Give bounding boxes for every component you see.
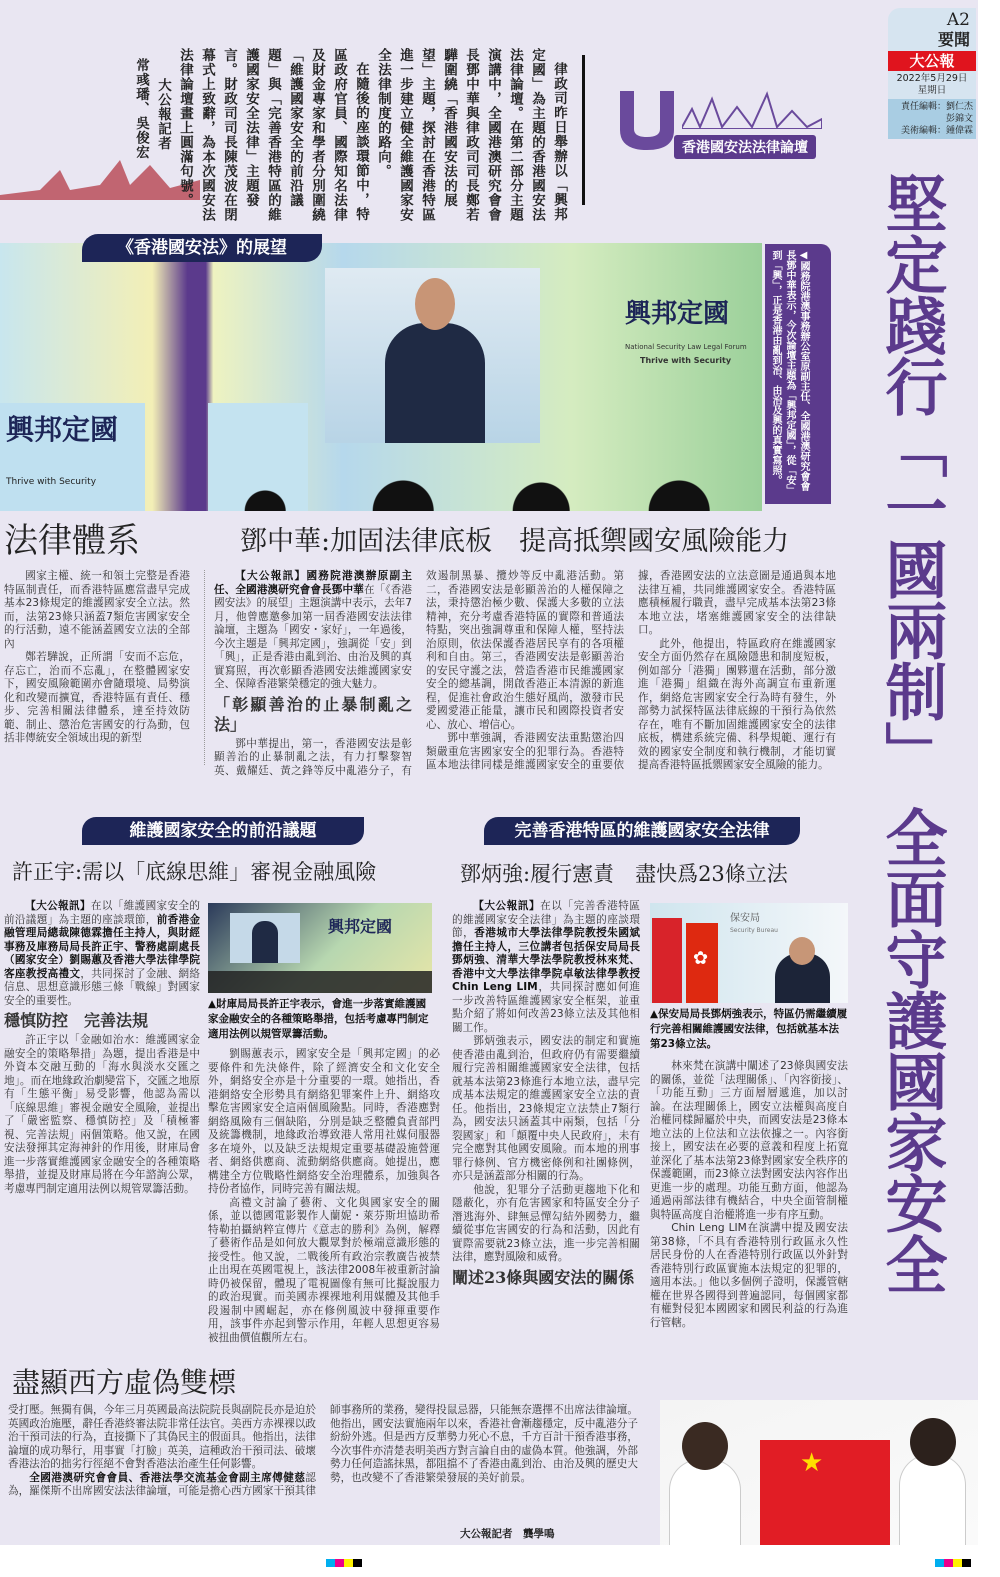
bottom-headline: 盡顯西方虛偽雙標: [12, 1366, 237, 1399]
hui-photo-caption: ▲財庫局局長許正宇表示，會進一步落實維護國家金融安全的各種策略舉措，包括考慮專門制定適用法例以規管眾籌活動。: [208, 998, 429, 1040]
forum-emblem-icon: [612, 85, 682, 155]
hui-headline: 許正宇:需以「底線思維」審視金融風險: [12, 860, 377, 884]
audience: [210, 466, 762, 511]
intro-rule: [582, 55, 585, 205]
deng-headline: 鄧中華:加固法律底板 提高抵禦國安風險能力: [240, 526, 790, 557]
section-name: 要聞: [937, 30, 970, 49]
photo-caption: ◀國務院港澳事務辦公室原副主任、全國港澳研究會會長鄧中華表示，今次論壇主題為「興邦定國」，從「安」到「興」，正是香港由亂到治、由治及興的真實寫照。: [765, 244, 831, 504]
print-color-bar-left: [326, 1552, 362, 1571]
bottom-story-body: 受打壓。無獨有偶，今年三月英國最高法院院長與副院長亦是迫於英國政治施壓，辭任香港終審法院非常任法官。美西方赤裸裸以政治干預司法的行為，直接撕下了其偽民主的假面具。他指出，法律論壇的成功舉行，用事實「打臉」英美，這種政治干預司法、破壞香港法治的拙劣行徑絕不會對香港法治產生任何影響。 全國港澳研究會會員、香港法學交流基金會副主席傅健慈認為，羅傑斯不出席國安法法律論壇，可能是擔心西方國家干預其律師事務所的業務，變得投鼠忌器，只能無奈選擇不出席法律論壇。他指出，國安法實施兩年以來，香港社會漸趨穩定，反中亂港分子紛紛外逃。但是西方反華勢力死心不息，千方百計干預香港事務，今次事件亦清楚表明美西方對言論自由的虛偽本質。他強調，外部勢力任何造謠抹黑，都阻擋不了香港由亂到治、由治及興的歷史大勢，也改變不了香港繁榮發展的美好前景。: [8, 1404, 638, 1497]
bottom-byline: 大公報記者 龔學鳴: [460, 1528, 555, 1540]
forum-photo: 興邦定國 National Security Law Legal Forum Thrive with Security 興邦定國 Thrive with Security: [0, 243, 762, 511]
tang-photo-caption: ▲保安局局長鄧炳強表示，特區仍需繼續履行完善相關維護國安法律，包括就基本法第23條立法。: [650, 1008, 848, 1050]
masthead: [888, 8, 976, 139]
hui-photo: 興邦定國: [208, 903, 432, 993]
deng-subhead: 「彰顯善治的止暴制亂之法」: [214, 694, 412, 734]
section-bar-law: 完善香港特區的維護國家安全法律: [484, 817, 800, 845]
tang-story-body-col2: 林來梵在演講中闡述了23條與國安法的關係，並從「法理關係」、「內容銜接」、「功能互動」三方面層層遞進，加以討論。在法理關係上，國安立法權與高度自治權同樣歸屬於中央，而國安法是23條本地立法的上位法和立法依據之一。內容銜接上，國安法在必要的意義和程度上拓寬並深化了基本法第23條對國家安全秩序的保護範圍，而23條立法對國安法內容作出更進一步的處理。功能互動方面，他認為通過兩部法律有機結合，中央全面管制權與特區高度自治權將進一步有序互動。 Chin Leng LIM在演講中提及國安法第38條，「不具有香港特別行政區永久性居民身份的人在香港特別行政區以外針對香港特別行政區實施本法規定的犯罪的，適用本法。」他以多個例子證明，保護管轄權在世界各國得到普遍認同，每個國家都有權對侵犯本國國家和國民利益的行為進行管轄。: [650, 1060, 848, 1329]
tang-headline: 鄧炳強:履行憲責 盡快爲23條立法: [460, 862, 788, 886]
page-number: A2: [946, 10, 970, 30]
left-story-body: 國家主權、統一和領土完整是香港特區制責任，而香港特區應當盡早完成基本23條規定的維護國家安全立法。然而，法第23條只涵蓋7類危害國家安全的行活動，遠不能涵蓋國安立法的全部內 鄭若驊說，正所謂「安而不忘危，存忘亡，治而不忘亂」，在整體國家安下，國安風險範圍亦會隨環境、局勢演化和改變而擴寬，香港特區有責任、穩步、完善相關法律體系，達至持效防範、制止、懲治危害國安的行為動，包括非傳統安全領域出現的新型: [4, 570, 190, 744]
podium-left: 興邦定國 Thrive with Security: [0, 403, 145, 511]
children-flag-photo: [660, 1400, 978, 1545]
paper-logo: 大公報: [888, 51, 976, 71]
hui-story-body-col2: 劉賜蕙表示，國家安全是「興邦定國」的必要條件和先決條件，除了經濟安全和文化安全外，網絡安全亦是十分重要的一環。她指出，香港網絡安全形勢具有網絡犯罪案件上升、網絡攻擊危害國家安全這兩個風險點。同時，香港應對網絡風險有三個缺陷，分別是缺乏整體負責部門及統籌機制，地緣政治導致港人常用社媒伺服器多在境外，以及缺乏法規規定重要基礎設施營運者、網絡供應商、流動網絡供應商。她提出，應構建全方位戰略性網絡安全治理體系，加強與各持份者協作，同時完善有關法規。 高禮文討論了藝術、文化與國家安全的關係，並以德國電影製作人蘭妮・萊芬斯坦協助希特勒拍攝納粹宣傳片《意志的勝利》為例，解釋了藝術作品是如何放大觀眾對於極端意識形態的接受性。他又說，二戰後所有政治宗教廣告被禁止出現在英國電視上，該法律2008年被重新討論時仍被保留，體現了電視圖像有無可比擬說服力的政治現實。而美國赤裸裸地利用媒體及其他手段遏制中國崛起，亦在修例風波中發揮重要作用，該事件亦起到警示作用，年輕人思想更容易被扭曲價值觀所左右。: [208, 1048, 440, 1344]
hui-story-body: 【大公報訊】在以「維護國家安全的前沿議題」為主題的座談環節，前香港金融管理局總裁陳德霖擔任主持人，與財經事務及庫務局局長許正宇、警務處副處長（國家安全）劉賜蕙及香港大學法律學院客座教授高禮文，共同探討了金融、網絡信息、思想意識形態三條「戰線」對國家安全的重要性。 穩慎防控 完善法規 許正宇以「金融如治水：維護國家金融安全的策略舉措」為題，提出香港是中外資本交融互動的「海水與淡水交匯之地」。而在地緣政治劇變當下，交匯之地原有「生態平衡」易受影響，他認為需以「底線思維」審視金融安全風險，並提出了「嚴密監察、穩慎防控」及「積極審視、完善法規」兩個策略。他又說，在國安法發揮其定海神針的作用後，財庫局會進一步落實維護國家金融安全的各種策略舉措，並提及財庫局將在今年諮詢公眾，考慮專門制定適用法例以規管眾籌活動。: [4, 900, 200, 1195]
flag-china: [652, 918, 682, 1003]
print-color-bar-right: [935, 1552, 971, 1571]
editors: 責任編輯：劉仁杰 彭錦文 美術編輯：鍾偉霖: [888, 99, 976, 139]
left-headline: 法律體系: [4, 521, 140, 561]
stage-sign: 興邦定國: [625, 299, 730, 329]
speaker-screen: [325, 268, 540, 443]
deng-story-body: 【大公報訊】國務院港澳辦原副主任、全國港澳研究會會長鄧中華在「《香港國安法》的展望」主題演講中表示，去年7月，他曾應邀參加第一屆香港國安法法律論壇，主題為「國安・家好」，一年過後，今次主題是「興邦定國」，強調從「安」到「興」，正是香港由亂到治、由治及興的真實寫照，再次彰顯香港國安法維護國家安全、保障香港繁榮穩定的強大魅力。 「彰顯善治的止暴制亂之法」 鄧中華提出，第一，香港國安法是彰顯善治的止暴制亂之法，有力打擊黎智英、戴耀廷、黃之鋒等反中亂港分子，有效遏制黑暴、攬炒等反中亂港活動。第二，香港國安法是彰顯善治的人權保障之法，秉持懲治極少數、保護大多數的立法精神，充分考慮香港特區的實際和普通法特點，突出強調尊重和保障人權，堅持法治原則，依法保護香港居民享有的各項權利和自由。第三，香港國安法是彰顯善治的安民守護之法，營造香港市民維護國家安全的總基調，開啟香港正本清源的新進程，促進社會政治生態好風尚，激發市民愛國愛港正能量，讓市民和國際投資者安心、放心、增信心。 鄧中華強調，香港國安法重點懲治四類嚴重危害國家安全的犯罪行為。香港特區本地法律同樣是維護國家安全的重要依據，香港國安法的立法意圖是通過與本地法律互補，共同維護國家安全。香港特區應積極履行職責，盡早完成基本法第23條本地立法，堵塞維護國家安全的法律缺口。 此外，他提出，特區政府在維護國家安全方面仍然存在風險隱患和制度短板，例如部分「港獨」團夥還在活動，部分激進「港獨」組織在海外高調宣布重新運作，網絡危害國家安全行為時有發生，外部勢力試探特區法律底線的干預行為依然存在，唯有不斷加固維護國家安全的法律底板，構建系統完備、科學規範、運行有效的國家安全制度和執行機制，才能切實提高香港特區抵禦國家安全風險的能力。: [214, 570, 836, 777]
date: 2022年5月29日: [896, 73, 968, 84]
tang-story-body: 【大公報訊】在以「完善香港特區的維護國家安全法律」為主題的座談環節，香港城市大學法律學院教授朱國斌擔任主持人，三位講者包括保安局局長鄧炳強、清華大學法學院教授林來梵、香港中文大學法律學院卓敏法律學教授Chin Leng LIM，共同探討應如何進一步改善特區維護國家安全框架，並重點介紹了將如何改善23條立法及其他相關工作。 鄧炳強表示，國安法的制定和實施使香港由亂到治，但政府仍有需要繼續履行完善相關維護國家安全法律，包括就基本法第23條進行本地立法，盡早完成基本法規定的維護國家安全立法的責任。他指出，23條規定立法禁止7類行為，國安法只涵蓋其中兩類，包括「分裂國家」和「顛覆中央人民政府」，未有完全應對其他國安風險。而本地的刑事罪行條例、官方機密條例和社團條例，亦只是涵蓋部分相關的行為。 他說，犯罪分子活動更趨地下化和隱蔽化，亦有危害國家和特區安全分子潛逃海外、肆無忌憚勾結外國勢力，繼續從事危害國安的行為和活動，因此有實際需要就23條立法，進一步完善相關法律，應對風險和威脅。 闡述23條與國安法的關係: [452, 900, 641, 1287]
tang-photo: ✿ 保安局 Security Bureau: [650, 903, 848, 1003]
speaker-screen: [230, 913, 300, 963]
china-flag: ★: [760, 1440, 890, 1545]
speaker-figure: [385, 323, 485, 443]
main-title: 堅定踐行「一國兩制」全面守護國家安全: [875, 172, 948, 1294]
tang-subhead: 闡述23條與國安法的關係: [452, 1267, 635, 1287]
section-bar-frontier: 維護國家安全的前沿議題: [82, 817, 364, 845]
intro-text: 律政司昨日舉辦以「興邦定國」為主題的香港國安法法律論壇。在第二部分主題演講中，全國港澳研究會會長鄧中華與律政司司長鄭若驊圍繞「香港國安法的展望」主題，探討在香港特區進一步建立健全維護國家安全法律制度的路向。 在隨後的座談環節中，特區政府官員、國際知名法律及財金專家和學者分別圍繞「維護國家安全的前沿議題」與「完善香港特區的維護國家安全法律」主題發言。財政司司長陳茂波在閉幕式上致辭，為本次國安法法律論壇畫上圓滿句號。 大公報記者 常彧璠、吳俊宏: [133, 48, 567, 222]
skyline-icon: [682, 89, 822, 129]
column-divider: [204, 570, 205, 765]
photo-label: 《香港國安法》的展望: [82, 234, 322, 262]
hui-subhead: 穩慎防控 完善法規: [4, 1011, 149, 1030]
forum-logo: 香港國安法法律論壇: [612, 85, 822, 165]
flag-hksar: ✿: [686, 923, 718, 1003]
weekday: 星期日: [917, 85, 947, 96]
